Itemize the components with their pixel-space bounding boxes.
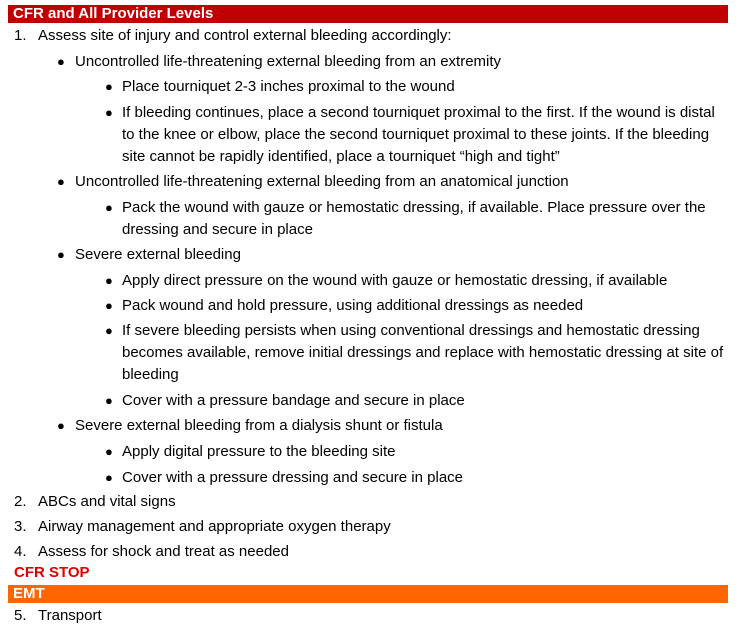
section-header-emt: EMT [8,585,728,603]
sub-bullet-text: Pack wound and hold pressure, using additional dressings as needed [122,297,584,314]
step-5 [0,605,738,627]
sub-bullet-text: If severe bleeding persists when using conventional dressings and hemostatic dressing becomes available, remove initial dressings and replace with hemostatic dressing at site of bleeding [122,322,724,383]
cut-off-header-text [12,0,312,2]
bullet-icon: ● [57,418,65,433]
bullet-icon: ● [105,323,113,338]
sub-bullet [0,441,738,463]
bullet-icon: ● [105,393,113,408]
bullet-icon: ● [105,200,113,215]
step-text: Transport [38,607,102,624]
sub-bullet [0,467,738,489]
bullet-icon: ● [105,470,113,485]
sub-bullet [0,295,738,317]
step-number: 4. [14,543,27,560]
step-number: 5. [14,607,27,624]
bullet-text: Severe external bleeding [75,246,241,263]
bullet-icon: ● [105,79,113,94]
step-number: 3. [14,518,27,535]
step-text: Assess site of injury and control external bleeding accordingly: [38,27,452,44]
step-3 [0,516,738,538]
step-number: 2. [14,493,27,510]
step-text: ABCs and vital signs [38,493,176,510]
section-header-cfr: CFR and All Provider Levels [8,5,728,23]
sub-bullet-text: Cover with a pressure dressing and secure in place [122,469,464,486]
sub-bullet [0,390,738,412]
step-number: 1. [14,27,27,44]
step-1 [0,25,738,47]
sub-bullet-text: If bleeding continues, place a second tourniquet proximal to the first. If the wound is distal to the knee or elbow, place the second tourniquet proximal to these joints. If the bleeding site cannot be rapidly identified, place a tourniquet “high and tight” [122,104,715,165]
sub-bullet-text: Place tourniquet 2-3 inches proximal to the wound [122,78,455,95]
bullet-icon: ● [57,247,65,262]
bullet-icon: ● [105,105,113,120]
bullet-dialysis [0,415,738,437]
bullet-text: Uncontrolled life-threatening external bleeding from an anatomical junction [75,173,569,190]
bullet-icon: ● [105,273,113,288]
cut-off-header [12,0,732,2]
step-2 [0,491,738,513]
step-text: Assess for shock and treat as needed [38,543,289,560]
sub-bullet [0,270,738,292]
step-4 [0,541,738,563]
bullet-icon: ● [57,54,65,69]
sub-bullet-text: Pack the wound with gauze or hemostatic dressing, if available. Place pressure over the dressing and secure in place [122,199,706,238]
step-text: Airway management and appropriate oxygen therapy [38,518,391,535]
sub-bullet-text: Apply digital pressure to the bleeding site [122,443,396,460]
bullet-junction [0,171,738,193]
bullet-severe [0,244,738,266]
bullet-extremity [0,51,738,73]
sub-bullet [0,76,738,98]
bullet-icon: ● [57,174,65,189]
cfr-stop-label: CFR STOP [14,564,90,581]
bullet-text: Uncontrolled life-threatening external bleeding from an extremity [75,53,502,70]
sub-bullet-text: Cover with a pressure bandage and secure in place [122,392,465,409]
bullet-icon: ● [105,298,113,313]
bullet-icon: ● [105,444,113,459]
sub-bullet-text: Apply direct pressure on the wound with gauze or hemostatic dressing, if available [122,272,668,289]
bullet-text: Severe external bleeding from a dialysis shunt or fistula [75,417,443,434]
